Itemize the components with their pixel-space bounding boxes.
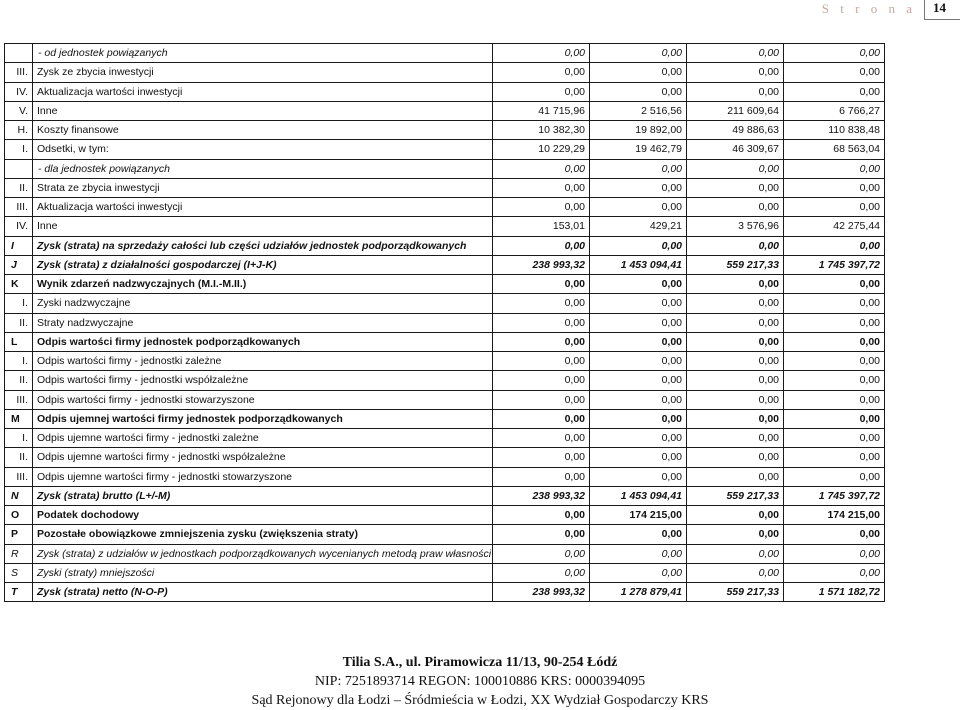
value-cell: 0,00 (493, 159, 590, 178)
row-description: Zysk ze zbycia inwestycji (33, 63, 493, 82)
table-row (5, 236, 885, 255)
row-description: - dla jednostek powiązanych (33, 159, 493, 178)
table-row (5, 198, 885, 217)
value-cell: 0,00 (687, 429, 784, 448)
value-cell: 0,00 (687, 506, 784, 525)
table-row (5, 121, 885, 140)
value-cell: 0,00 (590, 467, 687, 486)
value-cell: 19 892,00 (590, 121, 687, 140)
value-cell: 0,00 (784, 544, 885, 563)
value-cell: 0,00 (687, 236, 784, 255)
row-label: I. (5, 140, 33, 159)
table-row (5, 332, 885, 351)
table-row (5, 583, 885, 602)
footer-court-registry: Sąd Rejonowy dla Łodzi – Śródmieścia w Łodzi, XX Wydział Gospodarczy KRS (251, 693, 709, 708)
row-description: Straty nadzwyczajne (33, 313, 493, 332)
page-label: S t r o n a (821, 1, 916, 16)
table-row (5, 44, 885, 63)
row-description: Zyski (straty) mniejszości (33, 563, 493, 582)
value-cell: 1 278 879,41 (590, 583, 687, 602)
row-description: Odpis wartości firmy - jednostki zależne (33, 352, 493, 371)
value-cell: 0,00 (687, 332, 784, 351)
value-cell: 0,00 (590, 371, 687, 390)
financial-statement-table (4, 43, 885, 602)
row-description: Wynik zdarzeń nadzwyczajnych (M.I.-M.II.) (33, 275, 493, 294)
value-cell: 42 275,44 (784, 217, 885, 236)
row-description: Aktualizacja wartości inwestycji (33, 82, 493, 101)
value-cell: 0,00 (493, 525, 590, 544)
value-cell: 0,00 (493, 44, 590, 63)
row-label: III. (5, 467, 33, 486)
value-cell: 6 766,27 (784, 101, 885, 120)
table-row (5, 217, 885, 236)
value-cell: 0,00 (493, 275, 590, 294)
value-cell: 0,00 (784, 525, 885, 544)
row-description: Inne (33, 101, 493, 120)
value-cell: 153,01 (493, 217, 590, 236)
value-cell: 0,00 (687, 448, 784, 467)
row-description: Zysk (strata) netto (N-O-P) (33, 583, 493, 602)
value-cell: 0,00 (493, 63, 590, 82)
row-description: Odpis ujemne wartości firmy - jednostki zależne (33, 429, 493, 448)
table-row (5, 429, 885, 448)
value-cell: 19 462,79 (590, 140, 687, 159)
row-label: I. (5, 429, 33, 448)
value-cell: 1 745 397,72 (784, 486, 885, 505)
table-row (5, 390, 885, 409)
row-label (5, 159, 33, 178)
value-cell: 41 715,96 (493, 101, 590, 120)
row-label: II. (5, 178, 33, 197)
value-cell: 0,00 (493, 506, 590, 525)
table-row (5, 255, 885, 274)
value-cell: 0,00 (687, 525, 784, 544)
value-cell: 0,00 (590, 63, 687, 82)
table-row (5, 371, 885, 390)
table-row (5, 63, 885, 82)
page-number: 14 (924, 0, 960, 20)
value-cell: 0,00 (590, 409, 687, 428)
value-cell: 0,00 (687, 63, 784, 82)
value-cell: 1 453 094,41 (590, 255, 687, 274)
value-cell: 559 217,33 (687, 486, 784, 505)
value-cell: 211 609,64 (687, 101, 784, 120)
value-cell: 0,00 (687, 294, 784, 313)
value-cell: 10 229,29 (493, 140, 590, 159)
value-cell: 0,00 (590, 44, 687, 63)
row-description: Zysk (strata) z działalności gospodarczej (I+J-K) (33, 255, 493, 274)
row-label: IV. (5, 217, 33, 236)
value-cell: 559 217,33 (687, 583, 784, 602)
value-cell: 0,00 (784, 44, 885, 63)
row-label: L (5, 332, 33, 351)
value-cell: 0,00 (784, 275, 885, 294)
row-label: II. (5, 371, 33, 390)
table-row (5, 506, 885, 525)
value-cell: 0,00 (784, 352, 885, 371)
company-footer (0, 653, 960, 710)
value-cell: 0,00 (687, 371, 784, 390)
value-cell: 0,00 (493, 563, 590, 582)
row-label: R (5, 544, 33, 563)
value-cell: 68 563,04 (784, 140, 885, 159)
value-cell: 0,00 (784, 178, 885, 197)
value-cell: 0,00 (493, 429, 590, 448)
value-cell: 0,00 (784, 313, 885, 332)
value-cell: 238 993,32 (493, 583, 590, 602)
value-cell: 2 516,56 (590, 101, 687, 120)
value-cell: 0,00 (590, 82, 687, 101)
value-cell: 0,00 (493, 82, 590, 101)
table-row (5, 82, 885, 101)
value-cell: 0,00 (590, 390, 687, 409)
value-cell: 0,00 (493, 236, 590, 255)
value-cell: 0,00 (493, 294, 590, 313)
row-label: III. (5, 198, 33, 217)
row-label: S (5, 563, 33, 582)
value-cell: 0,00 (784, 198, 885, 217)
value-cell: 0,00 (784, 429, 885, 448)
value-cell: 0,00 (590, 525, 687, 544)
row-label: K (5, 275, 33, 294)
table-row (5, 159, 885, 178)
value-cell: 0,00 (784, 332, 885, 351)
value-cell: 0,00 (493, 409, 590, 428)
value-cell: 0,00 (493, 371, 590, 390)
value-cell: 0,00 (687, 563, 784, 582)
page-header (822, 0, 960, 22)
value-cell: 174 215,00 (590, 506, 687, 525)
value-cell: 0,00 (493, 178, 590, 197)
row-description: Odpis ujemnej wartości firmy jednostek podporządkowanych (33, 409, 493, 428)
value-cell: 0,00 (687, 159, 784, 178)
row-description: Odpis wartości firmy - jednostki współzależne (33, 371, 493, 390)
row-label: V. (5, 101, 33, 120)
row-description: Zysk (strata) z udziałów w jednostkach podporządkowanych wycenianych metodą praw własności (33, 544, 493, 563)
table-row (5, 140, 885, 159)
row-label: III. (5, 390, 33, 409)
row-description: - od jednostek powiązanych (33, 44, 493, 63)
value-cell: 0,00 (493, 544, 590, 563)
value-cell: 0,00 (493, 332, 590, 351)
value-cell: 3 576,96 (687, 217, 784, 236)
table-row (5, 178, 885, 197)
row-label: N (5, 486, 33, 505)
row-description: Odpis wartości firmy jednostek podporządkowanych (33, 332, 493, 351)
value-cell: 0,00 (493, 448, 590, 467)
row-description: Odsetki, w tym: (33, 140, 493, 159)
row-label: J (5, 255, 33, 274)
value-cell: 0,00 (784, 563, 885, 582)
value-cell: 0,00 (784, 390, 885, 409)
row-label: IV. (5, 82, 33, 101)
table-row (5, 563, 885, 582)
value-cell: 0,00 (784, 82, 885, 101)
row-label (5, 44, 33, 63)
row-label: M (5, 409, 33, 428)
row-label: III. (5, 63, 33, 82)
value-cell: 0,00 (784, 371, 885, 390)
value-cell: 110 838,48 (784, 121, 885, 140)
value-cell: 0,00 (687, 390, 784, 409)
row-label: T (5, 583, 33, 602)
value-cell: 0,00 (784, 448, 885, 467)
table-row (5, 544, 885, 563)
value-cell: 174 215,00 (784, 506, 885, 525)
value-cell: 0,00 (687, 409, 784, 428)
row-label: I (5, 236, 33, 255)
value-cell: 0,00 (590, 429, 687, 448)
row-description: Inne (33, 217, 493, 236)
value-cell: 0,00 (784, 63, 885, 82)
table-row (5, 101, 885, 120)
value-cell: 0,00 (784, 467, 885, 486)
value-cell: 0,00 (687, 82, 784, 101)
value-cell: 0,00 (687, 313, 784, 332)
value-cell: 0,00 (493, 352, 590, 371)
footer-address: Tilia S.A., ul. Piramowicza 11/13, 90-254 Łódź (342, 655, 618, 670)
value-cell: 1 571 182,72 (784, 583, 885, 602)
value-cell: 0,00 (687, 198, 784, 217)
value-cell: 0,00 (590, 313, 687, 332)
row-label: H. (5, 121, 33, 140)
value-cell: 0,00 (590, 544, 687, 563)
table-row (5, 352, 885, 371)
row-description: Odpis wartości firmy - jednostki stowarzyszone (33, 390, 493, 409)
value-cell: 0,00 (590, 159, 687, 178)
value-cell: 0,00 (687, 467, 784, 486)
row-label: I. (5, 294, 33, 313)
value-cell: 0,00 (590, 352, 687, 371)
table-row (5, 313, 885, 332)
row-description: Strata ze zbycia inwestycji (33, 178, 493, 197)
value-cell: 0,00 (493, 313, 590, 332)
value-cell: 46 309,67 (687, 140, 784, 159)
row-label: O (5, 506, 33, 525)
value-cell: 0,00 (493, 390, 590, 409)
value-cell: 1 453 094,41 (590, 486, 687, 505)
row-description: Zyski nadzwyczajne (33, 294, 493, 313)
value-cell: 0,00 (590, 332, 687, 351)
value-cell: 0,00 (493, 198, 590, 217)
value-cell: 429,21 (590, 217, 687, 236)
value-cell: 238 993,32 (493, 486, 590, 505)
row-description: Podatek dochodowy (33, 506, 493, 525)
row-description: Pozostałe obowiązkowe zmniejszenia zysku (zwiększenia straty) (33, 525, 493, 544)
value-cell: 0,00 (784, 159, 885, 178)
value-cell: 0,00 (590, 178, 687, 197)
table-row (5, 409, 885, 428)
table-row (5, 525, 885, 544)
value-cell: 0,00 (590, 294, 687, 313)
row-description: Zysk (strata) na sprzedaży całości lub części udziałów jednostek podporządkowanych (33, 236, 493, 255)
row-description: Odpis ujemne wartości firmy - jednostki współzależne (33, 448, 493, 467)
footer-registration-ids: NIP: 7251893714 REGON: 100010886 KRS: 0000394095 (314, 674, 646, 689)
value-cell: 559 217,33 (687, 255, 784, 274)
value-cell: 0,00 (590, 448, 687, 467)
value-cell: 0,00 (687, 352, 784, 371)
row-label: I. (5, 352, 33, 371)
value-cell: 10 382,30 (493, 121, 590, 140)
row-label: II. (5, 313, 33, 332)
value-cell: 238 993,32 (493, 255, 590, 274)
value-cell: 49 886,63 (687, 121, 784, 140)
row-description: Zysk (strata) brutto (L+/-M) (33, 486, 493, 505)
value-cell: 0,00 (784, 236, 885, 255)
row-description: Aktualizacja wartości inwestycji (33, 198, 493, 217)
value-cell: 0,00 (590, 563, 687, 582)
table-row (5, 275, 885, 294)
value-cell: 0,00 (687, 544, 784, 563)
row-description: Odpis ujemne wartości firmy - jednostki stowarzyszone (33, 467, 493, 486)
value-cell: 0,00 (687, 44, 784, 63)
row-label: II. (5, 448, 33, 467)
table-row (5, 448, 885, 467)
row-description: Koszty finansowe (33, 121, 493, 140)
value-cell: 1 745 397,72 (784, 255, 885, 274)
value-cell: 0,00 (590, 198, 687, 217)
value-cell: 0,00 (493, 467, 590, 486)
value-cell: 0,00 (590, 275, 687, 294)
value-cell: 0,00 (687, 275, 784, 294)
value-cell: 0,00 (590, 236, 687, 255)
table-row (5, 486, 885, 505)
table-row (5, 467, 885, 486)
value-cell: 0,00 (687, 178, 784, 197)
value-cell: 0,00 (784, 294, 885, 313)
row-label: P (5, 525, 33, 544)
value-cell: 0,00 (784, 409, 885, 428)
table-row (5, 294, 885, 313)
